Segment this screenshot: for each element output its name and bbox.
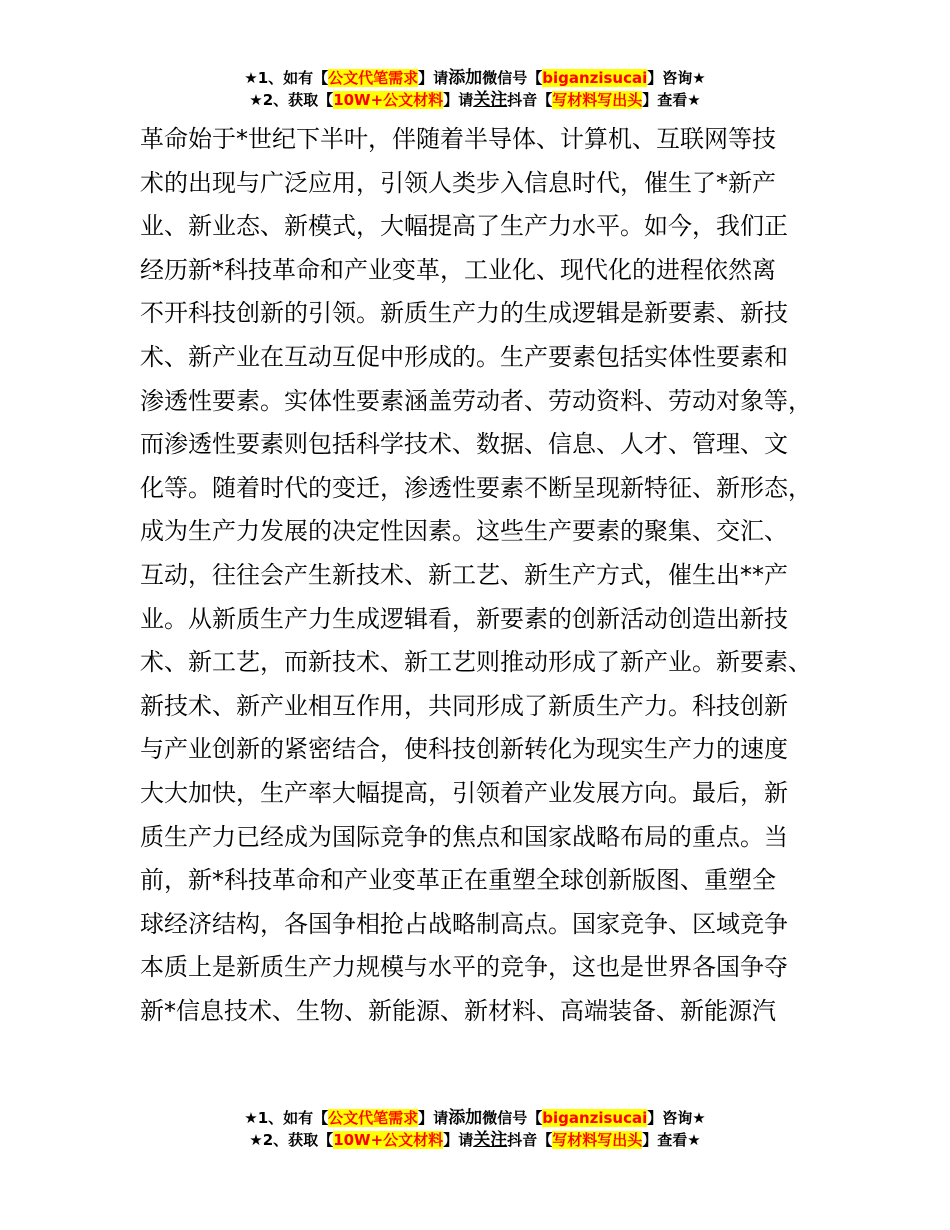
footer-banner xyxy=(0,1107,950,1151)
banner-line-2-emphasis: 关注 xyxy=(473,90,508,110)
body-line: 业、新业态、新模式，大幅提高了生产力水平。如今，我们正 xyxy=(140,212,788,241)
banner-line-1-text-2: 微信号【 xyxy=(482,69,543,87)
body-line: 与产业创新的紧密结合，使科技创新转化为现实生产力的速度 xyxy=(140,735,788,764)
banner-highlight-wechat-id: biganzisucai xyxy=(542,69,648,87)
body-line: 质生产力已经成为国际竞争的焦点和国家战略布局的重点。当 xyxy=(140,822,788,851)
banner-highlight-douyin-id: 写材料写出头 xyxy=(552,91,643,109)
footer-highlight-service: 公文代笔需求 xyxy=(328,1109,419,1127)
footer-line-2 xyxy=(0,1129,950,1151)
body-line: 革命始于*世纪下半叶，伴随着半导体、计算机、互联网等技 xyxy=(140,125,776,153)
body-line: 不开科技创新的引领。新质生产力的生成逻辑是新要素、新技 xyxy=(140,299,788,328)
banner-line-1-suffix: 】咨询★ xyxy=(647,69,706,87)
footer-highlight-materials: 10W+公文材料 xyxy=(333,1131,444,1149)
banner-highlight-materials: 10W+公文材料 xyxy=(333,91,444,109)
header-banner xyxy=(0,67,950,111)
body-line: 大大加快，生产率大幅提高，引领着产业发展方向。最后，新 xyxy=(140,778,788,807)
body-line: 经历新*科技革命和产业变革，工业化、现代化的进程依然离 xyxy=(140,255,776,284)
body-line: 业。从新质生产力生成逻辑看，新要素的创新活动创造出新技 xyxy=(140,604,788,633)
body-line: 术、新产业在互动互促中形成的。生产要素包括实体性要素和 xyxy=(140,342,788,371)
footer-line-1-prefix: ★1、如有【 xyxy=(244,1109,329,1127)
footer-line-1-text: 】请 xyxy=(418,1109,449,1127)
banner-line-1-text: 】请 xyxy=(418,69,449,87)
banner-line-2-suffix: 】查看★ xyxy=(642,91,701,109)
body-line: 化等。随着时代的变迁，渗透性要素不断呈现新特征、新形态， xyxy=(140,473,812,502)
footer-highlight-douyin-id: 写材料写出头 xyxy=(552,1131,643,1149)
footer-line-1-suffix: 】咨询★ xyxy=(647,1109,706,1127)
banner-highlight-service: 公文代笔需求 xyxy=(328,69,419,87)
footer-line-2-suffix: 】查看★ xyxy=(642,1131,701,1149)
body-line: 而渗透性要素则包括科学技术、数据、信息、人才、管理、文 xyxy=(140,430,788,459)
banner-line-2-prefix: ★2、获取【 xyxy=(249,91,334,109)
banner-line-2-text: 】请 xyxy=(443,91,474,109)
document-body xyxy=(140,118,840,1033)
footer-line-1-text-2: 微信号【 xyxy=(482,1109,543,1127)
footer-line-2-emphasis: 关注 xyxy=(473,1130,508,1150)
body-line: 新技术、新产业相互作用，共同形成了新质生产力。科技创新 xyxy=(140,691,788,720)
body-line: 术的出现与广泛应用，引领人类步入信息时代，催生了*新产 xyxy=(140,168,776,197)
body-line: 渗透性要素。实体性要素涵盖劳动者、劳动资料、劳动对象等， xyxy=(140,386,812,415)
footer-line-2-prefix: ★2、获取【 xyxy=(249,1131,334,1149)
footer-line-2-text: 】请 xyxy=(443,1131,474,1149)
banner-line-2-text-2: 抖音【 xyxy=(507,91,553,109)
banner-line-1-prefix: ★1、如有【 xyxy=(244,69,329,87)
body-line: 新*信息技术、生物、新能源、新材料、高端装备、新能源汽 xyxy=(140,996,776,1025)
footer-highlight-wechat-id: biganzisucai xyxy=(542,1109,648,1127)
banner-line-1 xyxy=(0,67,950,89)
body-line: 本质上是新质生产力规模与水平的竞争，这也是世界各国争夺 xyxy=(140,953,788,982)
body-line: 术、新工艺，而新技术、新工艺则推动形成了新产业。新要素、 xyxy=(140,648,812,677)
body-line: 球经济结构，各国争相抢占战略制高点。国家竞争、区域竞争 xyxy=(140,909,788,938)
banner-line-2 xyxy=(0,89,950,111)
body-line: 互动，往往会产生新技术、新工艺、新生产方式，催生出**产 xyxy=(140,560,788,589)
body-line: 前，新*科技革命和产业变革正在重塑全球创新版图、重塑全 xyxy=(140,866,776,895)
footer-line-1 xyxy=(0,1107,950,1129)
footer-line-2-text-2: 抖音【 xyxy=(507,1131,553,1149)
footer-line-1-emphasis: 添加 xyxy=(448,1108,483,1128)
body-line: 成为生产力发展的决定性因素。这些生产要素的聚集、交汇、 xyxy=(140,517,788,546)
banner-line-1-emphasis: 添加 xyxy=(448,68,483,88)
